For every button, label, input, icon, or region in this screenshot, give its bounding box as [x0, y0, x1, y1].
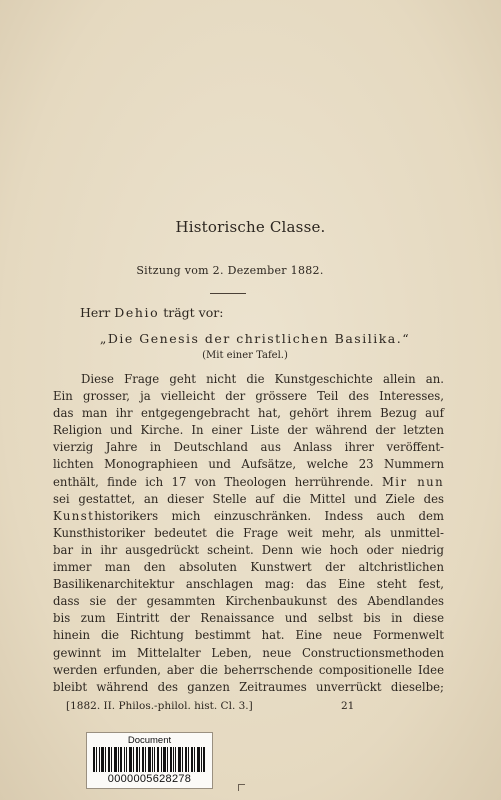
- barcode-title: Document: [127, 735, 172, 746]
- spaced-emphasis: Mir nun: [381, 474, 445, 489]
- barcode-label: [86, 732, 213, 789]
- lecture-title: „Die Genesis der christlichen Basilika.“: [99, 331, 411, 346]
- crop-corner-mark: [238, 784, 245, 791]
- body-line: bis zum Eintritt der Renaissance und selbst bis in diese: [53, 611, 444, 626]
- barcode-number: 0000005628278: [107, 773, 192, 785]
- session-date: Sitzung vom 2. Dezember 1882.: [136, 264, 324, 277]
- body-line: Ein grosser, ja vielleicht der grössere Teil des Interesses,: [53, 389, 444, 404]
- body-line: das man ihr entgegengebracht hat, gehört ihrem Bezug auf: [53, 406, 444, 421]
- body-line: sei gestattet, an dieser Stelle auf die Mittel und Ziele des: [53, 491, 444, 506]
- body-line-text: historikers mich einzuschränken. Indess auch dem: [94, 508, 444, 523]
- body-line: bar in ihr ausgedrückt scheint. Denn wie hoch oder niedrig: [53, 542, 444, 557]
- footer-signature: [1882. II. Philos.-philol. hist. Cl. 3.]: [66, 700, 253, 712]
- body-line: Basilikenarchitektur anschlagen mag: das Eine steht fest,: [53, 577, 444, 592]
- body-line: hinein die Richtung bestimmt hat. Eine neue Formenwelt: [53, 628, 444, 643]
- page-number: 21: [341, 700, 355, 712]
- speaker-name: Dehio: [114, 305, 160, 320]
- body-line: Kunsthistoriker bedeutet die Frage weit mehr, als unmittel-: [53, 525, 444, 540]
- body-line: [53, 474, 444, 491]
- body-line-text: enthält, finde ich 17 von Theologen herrührende.: [53, 474, 374, 489]
- body-text: [53, 371, 444, 696]
- body-line: dass sie der gesammten Kirchenbaukunst des Abendlandes: [53, 594, 444, 609]
- speaker-suffix: trägt vor:: [163, 305, 224, 320]
- section-title: Historische Classe.: [175, 218, 326, 236]
- body-line: Religion und Kirche. In einer Liste der während der letzten: [53, 423, 444, 438]
- body-line: immer man den absoluten Kunstwert der altchristlichen: [53, 560, 444, 575]
- speaker-prefix: Herr: [80, 305, 111, 320]
- body-line: Diese Frage geht nicht die Kunstgeschichte allein an.: [81, 372, 444, 386]
- speaker-line: [80, 305, 223, 320]
- divider-rule: [210, 293, 246, 294]
- body-line: bleibt während des ganzen Zeitraumes unverrückt dieselbe;: [53, 679, 444, 694]
- body-line: vierzig Jahre in Deutschland aus Anlass ihrer veröffent-: [53, 440, 444, 455]
- spaced-emphasis: Kunst: [53, 508, 95, 523]
- body-line: werden erfunden, aber die beherrschende compositionelle Idee: [53, 662, 444, 677]
- lecture-note: (Mit einer Tafel.): [202, 350, 288, 361]
- body-line: gewinnt im Mittelalter Leben, neue Constructionsmethoden: [53, 645, 444, 660]
- body-line: [53, 508, 444, 525]
- body-line: lichten Monographieen und Aufsätze, welche 23 Nummern: [53, 457, 444, 472]
- barcode-bars-icon: [93, 747, 206, 772]
